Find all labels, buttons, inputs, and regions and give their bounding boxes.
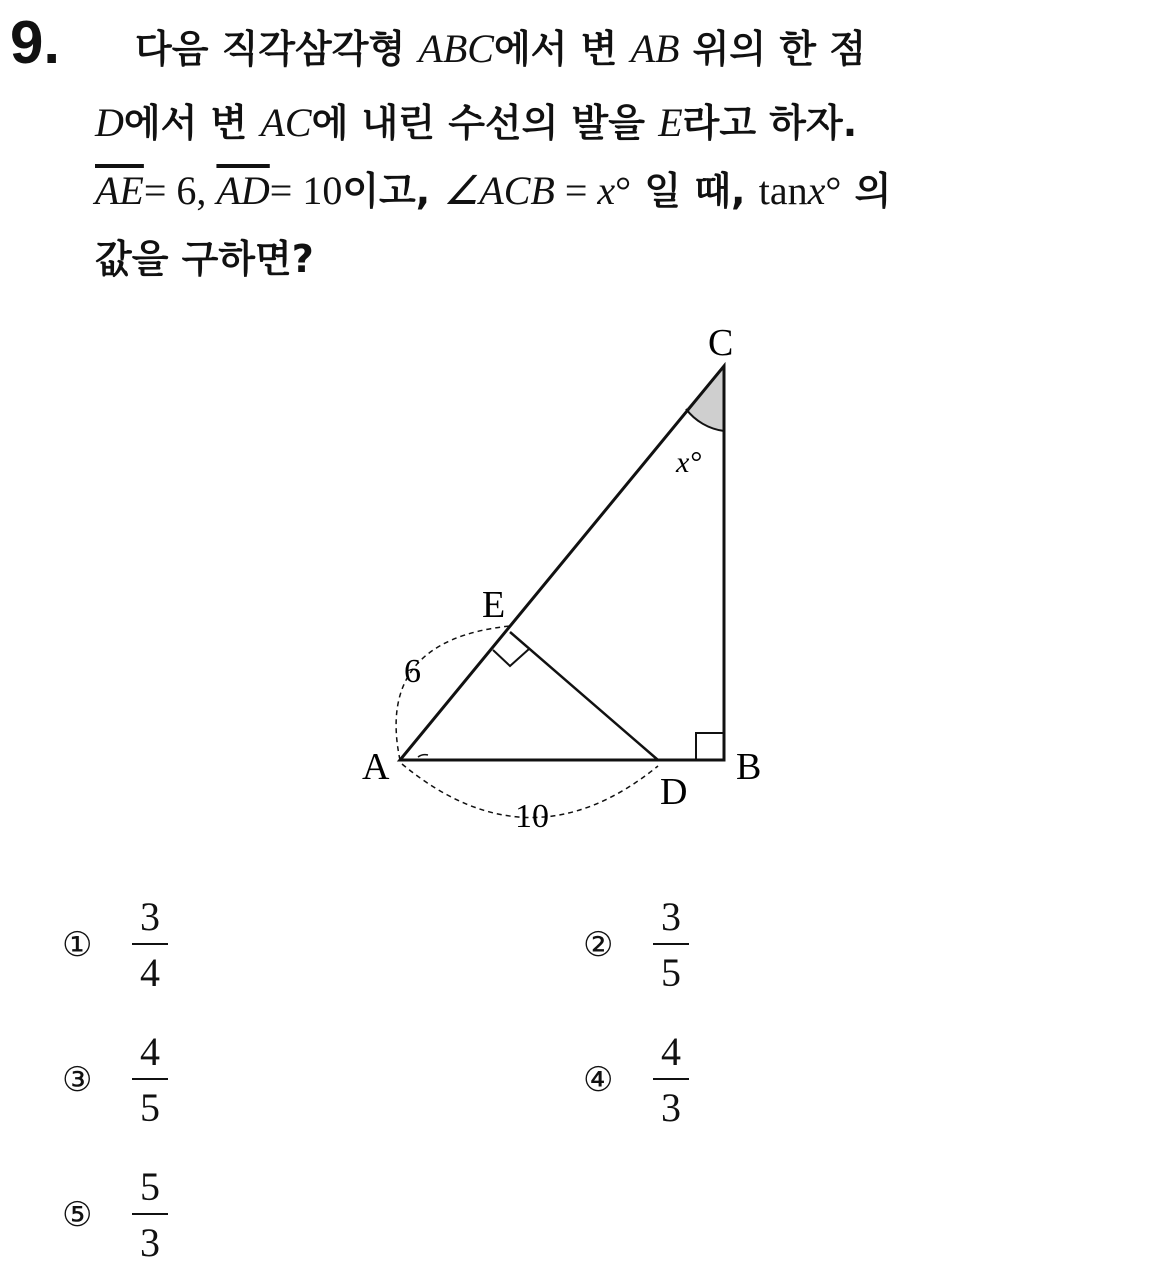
math-x: x: [597, 168, 616, 213]
math-angle-acb: ∠ACB: [443, 168, 555, 213]
choice-marker: ⑤: [62, 1195, 93, 1235]
math-value: = 10: [269, 168, 343, 213]
label-e: E: [482, 584, 506, 626]
math-degree: °: [615, 168, 632, 213]
denominator: 3: [661, 1085, 681, 1130]
math-ac: AC: [260, 100, 312, 145]
choice-5[interactable]: [62, 1165, 168, 1265]
text: 에서 변: [123, 101, 261, 145]
label-b: B: [736, 746, 762, 788]
denominator: 3: [140, 1220, 160, 1265]
text: 의: [841, 169, 892, 213]
length-ad-label: 10: [515, 798, 549, 835]
choice-fraction: [653, 1029, 689, 1130]
choice-fraction: [132, 894, 168, 995]
label-d: D: [660, 771, 688, 813]
math-x: x: [807, 168, 826, 213]
length-ae-label: 6: [404, 653, 421, 690]
math-tan: tan: [758, 168, 808, 213]
angle-x-label: x°: [676, 446, 702, 479]
angle-mark-a: [418, 755, 428, 757]
label-a: A: [362, 746, 390, 788]
right-angle-mark-e: [493, 649, 529, 666]
choice-3[interactable]: [62, 1030, 168, 1130]
choice-marker: ③: [62, 1060, 93, 1100]
text: 위의 한 점: [679, 27, 866, 71]
segment-de: [510, 632, 658, 760]
text: 라고 하자.: [682, 101, 858, 145]
choice-2[interactable]: [583, 895, 689, 995]
math-value: = 6,: [143, 168, 217, 213]
angle-shade: [686, 366, 724, 431]
numerator: 3: [661, 894, 681, 939]
choice-fraction: [132, 1029, 168, 1130]
text: 에 내린 수선의 발을: [311, 101, 659, 145]
right-angle-mark-b: [696, 733, 724, 760]
text: 에서 변: [493, 27, 631, 71]
denominator: 5: [661, 950, 681, 995]
question-number: 9.: [10, 9, 61, 76]
denominator: 5: [140, 1085, 160, 1130]
text: 다음 직각삼각형: [135, 27, 419, 71]
numerator: 3: [140, 894, 160, 939]
math-segment-ae: $\overline{AE}$: [95, 168, 144, 213]
math-segment-ad: $\overline{AD}$: [216, 168, 270, 213]
numerator: 5: [140, 1164, 160, 1209]
choice-fraction: [653, 894, 689, 995]
numerator: 4: [661, 1029, 681, 1074]
choice-4[interactable]: [583, 1030, 689, 1130]
choice-marker: ①: [62, 925, 93, 965]
triangle-abc: [400, 366, 724, 760]
math-equals: =: [554, 168, 598, 213]
choice-fraction: [132, 1164, 168, 1265]
math-degree: °: [825, 168, 842, 213]
label-c: C: [708, 322, 734, 364]
numerator: 4: [140, 1029, 160, 1074]
choice-marker: ④: [583, 1060, 614, 1100]
math-d: D: [95, 100, 124, 145]
math-abc: ABC: [418, 26, 494, 71]
choice-marker: ②: [583, 925, 614, 965]
math-ab: AB: [630, 26, 680, 71]
text: 일 때,: [631, 169, 759, 213]
text: 이고,: [342, 169, 444, 213]
denominator: 4: [140, 950, 160, 995]
question-line-4: 값을 구하면?: [95, 237, 314, 281]
math-e: E: [658, 100, 683, 145]
choice-1[interactable]: [62, 895, 168, 995]
